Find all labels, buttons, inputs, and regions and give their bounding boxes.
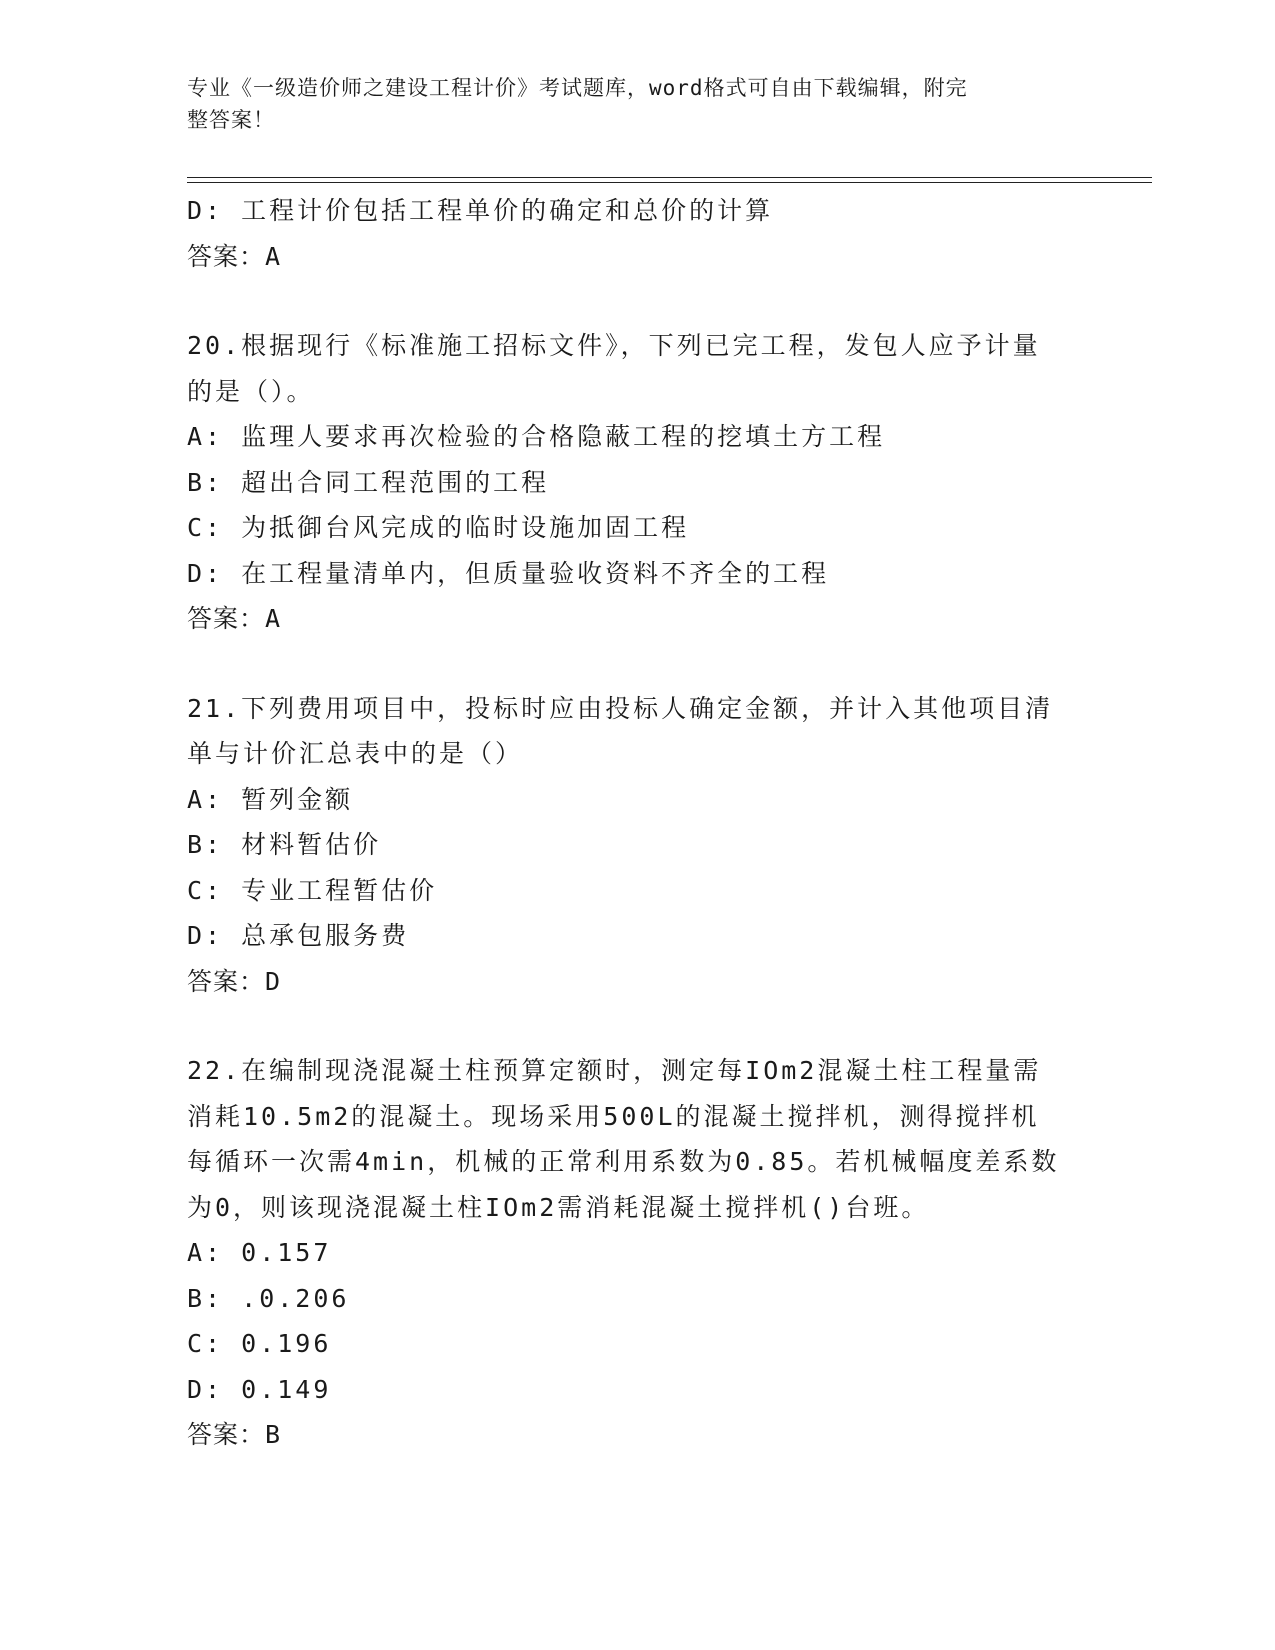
answer-line: 答案：B <box>187 1420 282 1449</box>
option-d: D: 0.149 <box>187 1374 332 1404</box>
option-d: D: 在工程量清单内，但质量验收资料不齐全的工程 <box>187 558 830 588</box>
question-list <box>187 188 1087 1458</box>
answer-line: 答案：A <box>187 241 282 271</box>
answer-line: 答案：A <box>187 604 282 633</box>
question-stem-line: 20.根据现行《标准施工招标文件》，下列已完工程，发包人应予计量 <box>187 331 1041 360</box>
question-stem-line: 21.下列费用项目中，投标时应由投标人确定金额，并计入其他项目清 <box>187 693 1054 723</box>
option-c: C: 专业工程暂估价 <box>187 875 438 905</box>
question-stem-line: 消耗10.5m2的混凝土。现场采用500L的混凝土搅拌机，测得搅拌机 <box>187 1101 1040 1131</box>
option-d: D: 总承包服务费 <box>187 921 410 950</box>
option-a: A: 0.157 <box>187 1238 332 1267</box>
header-line-1: 专业《一级造价师之建设工程计价》考试题库，word格式可自由下载编辑，附完 <box>187 76 968 100</box>
question-stem-line: 单与计价汇总表中的是（） <box>187 739 524 768</box>
option-a: A: 暂列金额 <box>187 784 354 814</box>
header-divider-bottom <box>187 182 1152 183</box>
option-b: B: .0.206 <box>187 1283 350 1313</box>
option-c: C: 0.196 <box>187 1329 332 1358</box>
option-b: B: 超出合同工程范围的工程 <box>187 467 550 497</box>
option-a: A: 监理人要求再次检验的合格隐蔽工程的挖填土方工程 <box>187 422 886 451</box>
option-c: C: 为抵御台风完成的临时设施加固工程 <box>187 513 690 542</box>
option-b: B: 材料暂估价 <box>187 830 382 859</box>
header-line-2: 整答案！ <box>187 108 275 132</box>
question-stem-line: 每循环一次需4min，机械的正常利用系数为0.85。若机械幅度差系数 <box>187 1147 1060 1176</box>
question-stem-line: 的是（）。 <box>187 376 315 406</box>
document-header <box>187 72 1087 136</box>
question-20 <box>187 323 1087 642</box>
question-21 <box>187 686 1087 1005</box>
question-22 <box>187 1048 1087 1458</box>
question-stem-line: 22.在编制现浇混凝土柱预算定额时，测定每IOm2混凝土柱工程量需 <box>187 1056 1042 1085</box>
question-stem-line: 为0，则该现浇混凝土柱IOm2需消耗混凝土搅拌机()台班。 <box>187 1192 930 1222</box>
answer-line: 答案：D <box>187 966 282 996</box>
option-d: D: 工程计价包括工程单价的确定和总价的计算 <box>187 196 774 225</box>
header-divider-top <box>187 177 1152 178</box>
